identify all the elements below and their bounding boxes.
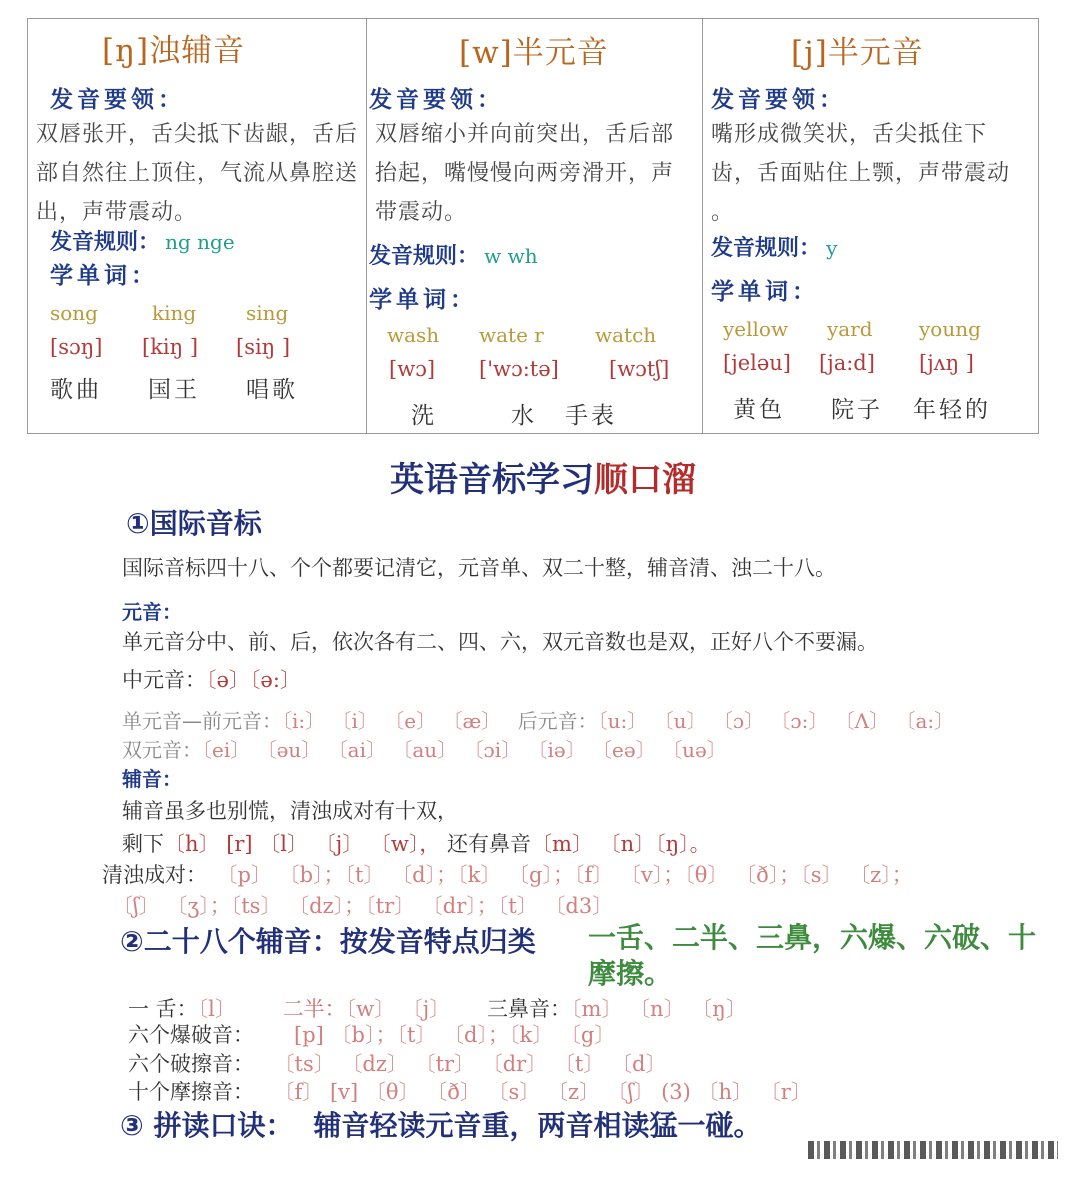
method-text: 嘴形成微笑状，舌尖抵住下齿，舌面贴住上颚，声带震动 。: [711, 122, 1011, 225]
section-2-title: ②二十八个辅音：按发音特点归类: [120, 925, 536, 958]
page-title: 英语音标学习顺口溜: [390, 460, 696, 500]
mid-vowel-line: 中元音：〔ə〕〔ə:〕: [122, 668, 301, 692]
fricative-line: 十个摩擦音： 〔f〕 [v] 〔θ〕 〔ð〕 〔s〕 〔z〕 〔ʃ〕 (3) 〔h〕 〔r〕: [128, 1080, 812, 1104]
word: wate r: [479, 323, 544, 347]
method-text: 双唇张开，舌尖抵下齿龈，舌后部自然往上顶住，气流从鼻腔送出，声带震动。: [36, 122, 359, 225]
watermark-bar: [808, 1141, 1058, 1159]
word: yard: [827, 317, 873, 341]
section-3-line: ③ 拼读口诀： 辅音轻读元音重，两音相读猛一碰。: [120, 1109, 762, 1142]
monophthong-line: 单元音—前元音：〔i:〕 〔i〕 〔e〕 〔æ〕 后元音：〔u:〕 〔u〕 〔ɔ〕 〔ɔ:〕 〔Λ〕 〔a:〕: [122, 709, 955, 733]
method-label: 发音要领：: [711, 86, 846, 113]
ipa: [siŋ ]: [236, 335, 291, 359]
words-label: 学单词：: [50, 262, 158, 289]
words-label: 学单词：: [711, 278, 819, 305]
rule-line: 发音规则： ng nge: [50, 229, 235, 255]
vowel-label: 元音：: [122, 600, 182, 624]
column-heading: [w]半元音: [459, 35, 609, 71]
meaning: 洗: [411, 403, 437, 429]
ipa: [sɔŋ]: [50, 335, 103, 359]
one-tongue-line: 一 舌：〔l〕 二半：〔w〕 〔j〕 三鼻音：〔m〕 〔n〕 〔ŋ〕: [128, 997, 747, 1021]
section-2-summary: 一舌、二半、三鼻，六爆、六破、十摩擦。: [588, 921, 1037, 990]
meaning: 年轻的: [913, 397, 991, 423]
column-heading: [j]半元音: [791, 35, 924, 71]
ipa: ['wɔ:tə]: [479, 357, 559, 381]
meaning: 国王: [148, 377, 200, 403]
column-j: [702, 19, 1038, 433]
word: song: [50, 301, 98, 325]
ipa: [jeləu]: [723, 351, 791, 375]
column-heading: [ŋ]浊辅音: [102, 33, 246, 69]
meaning: 手表: [565, 403, 617, 429]
plosive-line: 六个爆破音： [p] 〔b〕；〔t〕 〔d〕；〔k〕 〔g〕: [128, 1023, 616, 1047]
word: king: [152, 301, 197, 325]
ipa: [wɔ]: [389, 357, 436, 381]
meaning: 院子: [831, 397, 883, 423]
word: sing: [246, 301, 289, 325]
consonant-line: 辅音虽多也别慌，清浊成对有十双，: [122, 799, 458, 823]
word: yellow: [723, 317, 789, 341]
ipa: [ja:d]: [819, 351, 875, 375]
ipa: [jʌŋ ]: [919, 351, 974, 375]
meaning: 黄色: [733, 397, 785, 423]
ipa: [kiŋ ]: [142, 335, 199, 359]
consonant-label: 辅音：: [122, 767, 182, 791]
column-ng: [28, 19, 366, 433]
method-text: 双唇缩小并向前突出，舌后部抬起，嘴慢慢向两旁滑开，声带震动。: [375, 122, 675, 225]
meaning: 水: [511, 403, 537, 429]
rule-line: 发音规则： y: [711, 235, 838, 261]
method-label: 发音要领：: [50, 86, 185, 113]
diphthong-line: 双元音：〔ei〕 〔əu〕 〔ai〕 〔au〕 〔ɔi〕 〔iə〕 〔eə〕 〔uə〕: [122, 738, 727, 762]
section-1-line: 国际音标四十八、个个都要记清它，元音单、双二十整，辅音清、浊二十八。: [122, 556, 836, 580]
column-w: [366, 19, 702, 433]
word: watch: [595, 323, 657, 347]
pairs-line-1: 清浊成对： 〔p〕 〔b〕；〔t〕 〔d〕；〔k〕 〔g〕；〔f〕 〔v〕；〔θ〕 〔ð〕；〔s〕 〔z〕；: [102, 863, 913, 887]
word: young: [919, 317, 981, 341]
ipa: [wɔtʃ]: [609, 357, 670, 381]
remaining-line: 剩下〔h〕 [r] 〔l〕 〔j〕 〔w〕， 还有鼻音〔m〕 〔n〕〔ŋ〕。: [122, 832, 711, 856]
meaning: 唱歌: [246, 377, 298, 403]
words-label: 学单词：: [369, 286, 477, 313]
method-label: 发音要领：: [369, 86, 504, 113]
section-1-title: ①国际音标: [126, 507, 262, 540]
pairs-line-2: 〔ʃ〕 〔ʒ〕；〔ts〕 〔dz〕；〔tr〕 〔dr〕；〔t〕 〔d3〕: [112, 894, 614, 918]
rule-line: 发音规则： w wh: [369, 243, 538, 269]
affricate-line: 六个破擦音： 〔ts〕 〔dz〕 〔tr〕 〔dr〕 〔t〕 〔d〕: [128, 1052, 667, 1076]
meaning: 歌曲: [50, 377, 102, 403]
phonetic-table: [27, 18, 1039, 434]
vowel-line: 单元音分中、前、后，依次各有二、四、六，双元音数也是双，正好八个不要漏。: [122, 630, 878, 654]
word: wash: [387, 323, 440, 347]
